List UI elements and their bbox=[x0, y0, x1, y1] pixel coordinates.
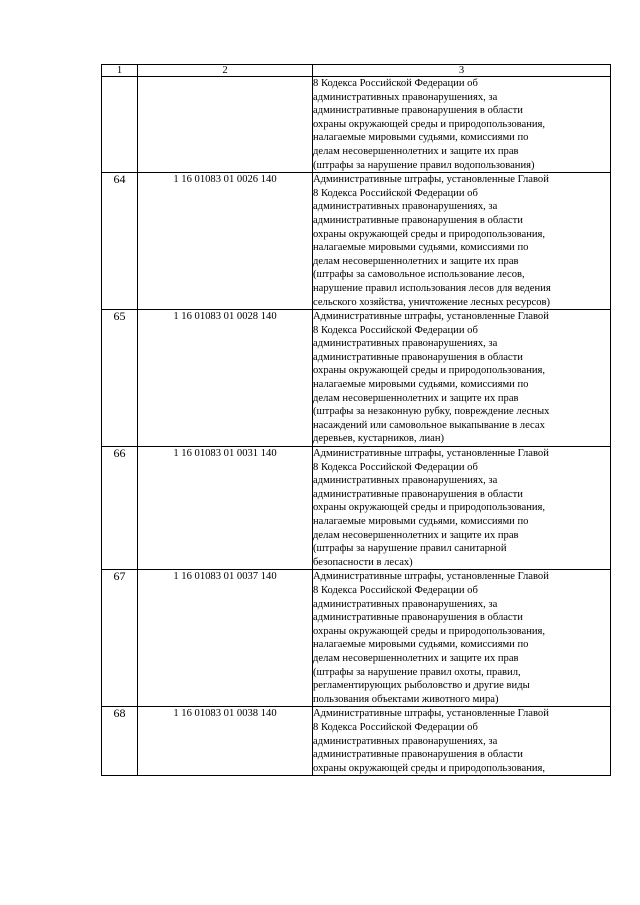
row-description bbox=[313, 707, 611, 776]
row-number: 64 bbox=[102, 173, 138, 310]
description-text: Административные штрафы, установленные Главой 8 Кодекса Российской Федерации об административных правонарушениях, за административные правонарушения в области охраны окружающей среды и природопользования, налагаемые мировыми судьями, комиссиями по делам несовершеннолетних и защите их прав (штрафы за нарушение правил санитарной безопасности в лесах) bbox=[313, 448, 549, 568]
table-row bbox=[102, 447, 611, 570]
description-text: Административные штрафы, установленные Главой 8 Кодекса Российской Федерации об административных правонарушениях, за административные правонарушения в области охраны окружающей среды и природопользования, налагаемые мировыми судьями, комиссиями по делам несовершеннолетних и защите их прав (штрафы за незаконную рубку, повреждение лесных насаждений или самовольное выкапывание в лесах деревьев, кустарников, лиан) bbox=[313, 311, 550, 445]
row-number: 65 bbox=[102, 310, 138, 447]
budget-code: 1 16 01083 01 0031 140 bbox=[138, 447, 313, 570]
row-number bbox=[102, 77, 138, 173]
table-row bbox=[102, 77, 611, 173]
row-description bbox=[313, 447, 611, 570]
description-text: Административные штрафы, установленные Главой 8 Кодекса Российской Федерации об административных правонарушениях, за административные правонарушения в области охраны окружающей среды и природопользования, bbox=[313, 708, 549, 774]
table-row bbox=[102, 173, 611, 310]
row-number: 66 bbox=[102, 447, 138, 570]
row-description bbox=[313, 173, 611, 310]
table-row bbox=[102, 310, 611, 447]
column-header-2: 2 bbox=[138, 65, 313, 77]
budget-code: 1 16 01083 01 0028 140 bbox=[138, 310, 313, 447]
budget-code: 1 16 01083 01 0037 140 bbox=[138, 570, 313, 707]
budget-code bbox=[138, 77, 313, 173]
row-description bbox=[313, 570, 611, 707]
table-row bbox=[102, 570, 611, 707]
description-text: Административные штрафы, установленные Главой 8 Кодекса Российской Федерации об административных правонарушениях, за административные правонарушения в области охраны окружающей среды и природопользования, налагаемые мировыми судьями, комиссиями по делам несовершеннолетних и защите их прав (штрафы за нарушение правил охоты, правил, регламентирующих рыболовство и другие виды пользования объектами животного мира) bbox=[313, 571, 549, 705]
row-number: 67 bbox=[102, 570, 138, 707]
budget-codes-table bbox=[101, 64, 611, 776]
table-header-row bbox=[102, 65, 611, 77]
table-row bbox=[102, 707, 611, 776]
description-text: Административные штрафы, установленные Главой 8 Кодекса Российской Федерации об административных правонарушениях, за административные правонарушения в области охраны окружающей среды и природопользования, налагаемые мировыми судьями, комиссиями по делам несовершеннолетних и защите их прав (штрафы за самовольное использование лесов, нарушение правил использования лесов для ведения сельского хозяйства, уничтожение лесных ресурсов) bbox=[313, 174, 551, 308]
column-header-3: 3 bbox=[313, 65, 611, 77]
row-description bbox=[313, 77, 611, 173]
row-number: 68 bbox=[102, 707, 138, 776]
budget-code: 1 16 01083 01 0038 140 bbox=[138, 707, 313, 776]
description-text: 8 Кодекса Российской Федерации об административных правонарушениях, за административные правонарушения в области охраны окружающей среды и природопользования, налагаемые мировыми судьями, комиссиями по делам несовершеннолетних и защите их прав (штрафы за нарушение правил водопользования) bbox=[313, 78, 546, 171]
column-header-1: 1 bbox=[102, 65, 138, 77]
row-description bbox=[313, 310, 611, 447]
budget-code: 1 16 01083 01 0026 140 bbox=[138, 173, 313, 310]
